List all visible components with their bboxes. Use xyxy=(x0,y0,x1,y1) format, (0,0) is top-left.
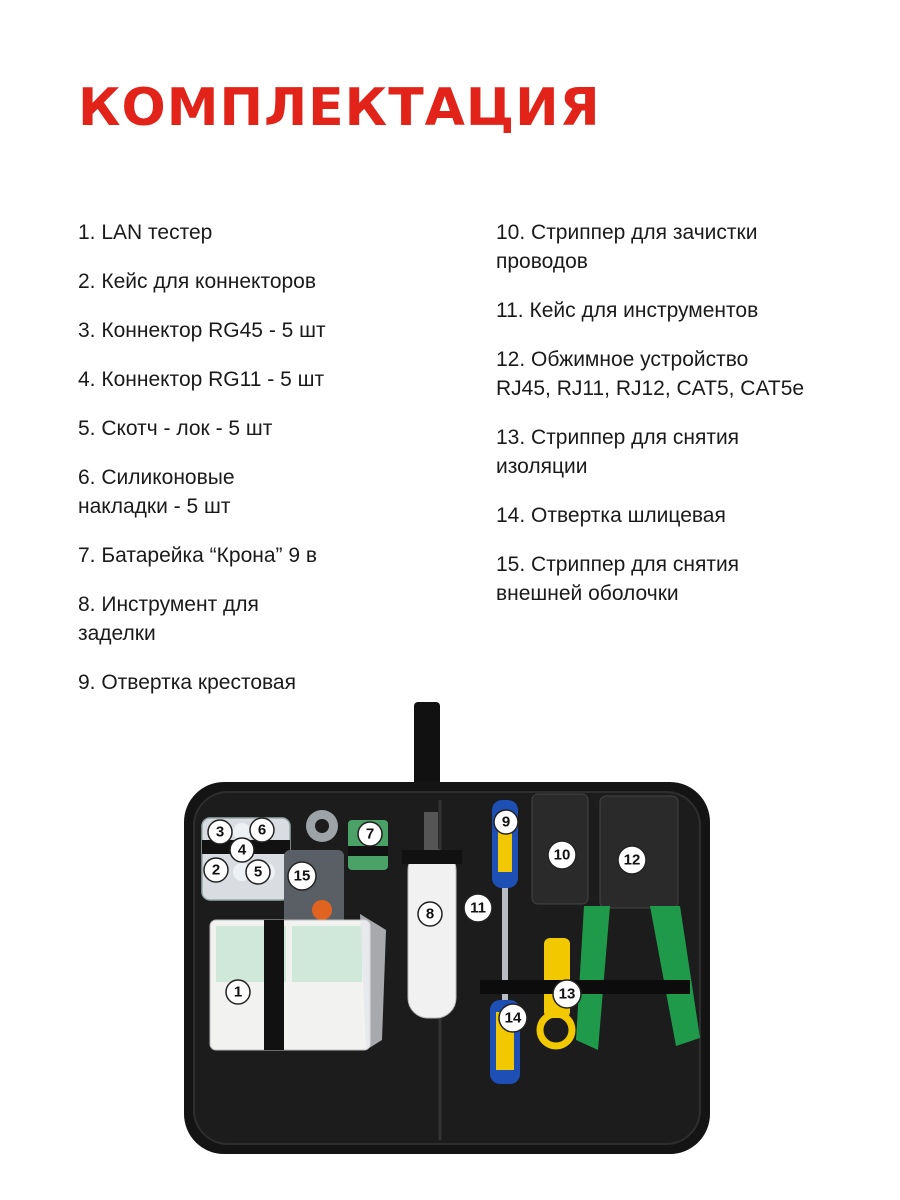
badge-text: 10 xyxy=(553,846,571,864)
label-badge xyxy=(226,980,250,1004)
components-list-left xyxy=(78,218,458,717)
label-badge xyxy=(204,858,228,882)
list-item: 15. Стриппер для снятия внешней оболочки xyxy=(496,553,740,605)
label-badge xyxy=(288,862,316,890)
list-item: 8. Инструмент для заделки xyxy=(78,593,259,645)
label-badge xyxy=(358,822,382,846)
list-item: 6. Силиконовые накладки - 5 шт xyxy=(78,466,235,518)
page-title: КОМПЛЕКТАЦИЯ xyxy=(78,78,601,138)
list-item: 12. Обжимное устройство RJ45, RJ11, RJ12, CAT5, CAT5e xyxy=(496,348,805,400)
label-badge xyxy=(208,820,232,844)
toolkit-photo xyxy=(180,700,720,1180)
label-badge xyxy=(250,818,274,842)
label-badge xyxy=(418,902,442,926)
badge-text: 6 xyxy=(257,821,267,839)
badge-text: 3 xyxy=(215,823,225,841)
label-badge xyxy=(618,846,646,874)
label-badge xyxy=(494,810,518,834)
zipper-pull xyxy=(414,702,440,794)
badge-text: 14 xyxy=(504,1009,522,1027)
badge-text: 1 xyxy=(233,983,243,1001)
components-list-right xyxy=(496,218,866,628)
badge-text: 15 xyxy=(293,867,311,885)
list-item: 7. Батарейка “Крона” 9 в xyxy=(78,544,318,567)
badge-text: 12 xyxy=(623,851,641,869)
list-item: 4. Коннектор RG11 - 5 шт xyxy=(78,368,325,391)
list-item: 9. Отвертка крестовая xyxy=(78,671,296,694)
list-item: 1. LAN тестер xyxy=(78,221,213,244)
badge-text: 13 xyxy=(558,985,576,1003)
label-badge xyxy=(548,841,576,869)
badge-text: 7 xyxy=(365,825,375,843)
list-item: 3. Коннектор RG45 - 5 шт xyxy=(78,319,326,342)
label-badge xyxy=(464,894,492,922)
badge-text: 11 xyxy=(470,899,486,917)
list-item: 13. Стриппер для снятия изоляции xyxy=(496,426,740,478)
badge-text: 9 xyxy=(501,813,511,831)
list-item: 5. Скотч - лок - 5 шт xyxy=(78,417,273,440)
badge-text: 2 xyxy=(211,861,221,879)
badge-text: 8 xyxy=(425,905,435,923)
label-badge xyxy=(553,980,581,1008)
list-item: 10. Стриппер для зачистки проводов xyxy=(496,221,758,273)
badge-text: 5 xyxy=(253,863,263,881)
badge-text: 4 xyxy=(237,841,247,859)
label-badge xyxy=(230,838,254,862)
list-item: 14. Отвертка шлицевая xyxy=(496,504,726,527)
list-item: 2. Кейс для коннекторов xyxy=(78,270,317,293)
list-item: 11. Кейс для инструментов xyxy=(496,299,759,322)
label-badge xyxy=(246,860,270,884)
label-badge xyxy=(499,1004,527,1032)
